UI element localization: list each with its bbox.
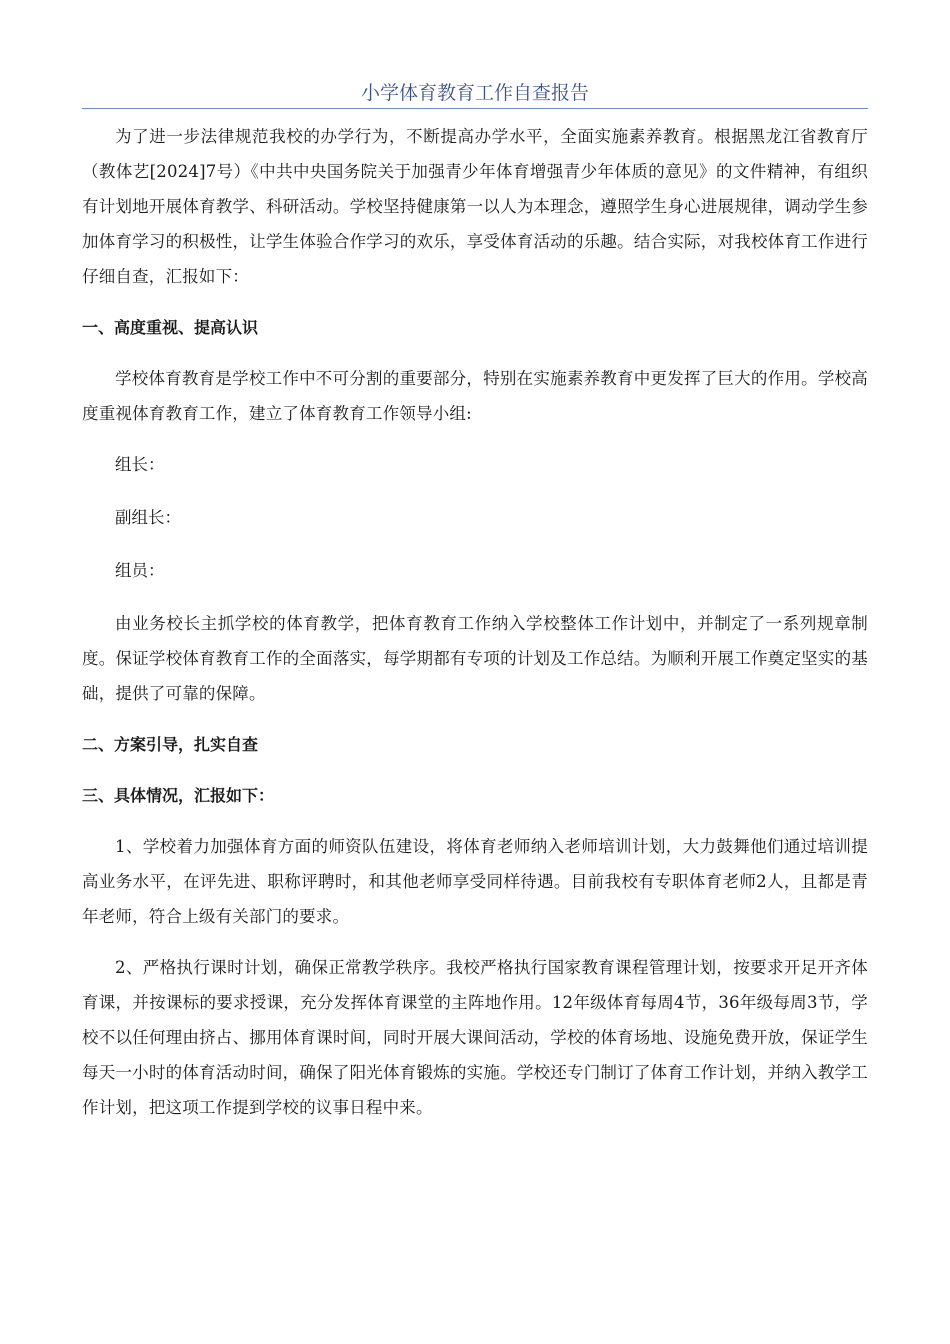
section-2-heading: 二、方案引导，扎实自查 <box>82 735 259 754</box>
document-page <box>82 78 868 1141</box>
group-leader-line: 组长： <box>115 455 165 474</box>
section-3-item-2: 2、严格执行课时计划，确保正常教学秩序。我校严格执行国家教育课程管理计划，按要求开足开齐体育课，并按课标的要求授课，充分发挥体育课堂的主阵地作用。12年级体育每周4节，36年级每周3节，学校不以任何理由挤占、挪用体育课时间，同时开展大课间活动，学校的体育场地、设施免费开放，保证学生每天一小时的体育活动时间，确保了阳光体育锻炼的实施。学校还专门制订了体育工作计划，并纳入教学工作计划，把这项工作提到学校的议事日程中来。 <box>82 958 868 1117</box>
document-title: 小学体育教育工作自查报告 <box>360 82 589 104</box>
section-3-item-1: 1、学校着力加强体育方面的师资队伍建设，将体育老师纳入老师培训计划，大力鼓舞他们通过培训提高业务水平，在评先进、职称评聘时，和其他老师享受同样待遇。目前我校有专职体育老师2人，且都是青年老师，符合上级有关部门的要求。 <box>82 837 868 926</box>
section-1-paragraph-1: 学校体育教育是学校工作中不可分割的重要部分，特别在实施素养教育中更发挥了巨大的作用。学校高度重视体育教育工作，建立了体育教育工作领导小组: <box>82 369 868 423</box>
group-deputy-line: 副组长： <box>115 508 181 527</box>
section-1-paragraph-2: 由业务校长主抓学校的体育教学，把体育教育工作纳入学校整体工作计划中，并制定了一系列规章制度。保证学校体育教育工作的全面落实，每学期都有专项的计划及工作总结。为顺利开展工作奠定坚实的基础，提供了可靠的保障。 <box>82 614 868 703</box>
group-members-line: 组员： <box>115 561 165 580</box>
title-underline <box>82 108 868 109</box>
intro-paragraph: 为了进一步法律规范我校的办学行为，不断提高办学水平，全面实施素养教育。根据黑龙江省教育厅（教体艺[2024]7号）《中共中央国务院关于加强青少年体育增强青少年体质的意见》的文件精神，有组织有计划地开展体育教学、科研活动。学校坚持健康第一以人为本理念，遵照学生身心进展规律，调动学生参加体育学习的积极性，让学生体验合作学习的欢乐，享受体育活动的乐趣。结合实际，对我校体育工作进行仔细自查，汇报如下： <box>82 127 868 286</box>
section-1-heading: 一、高度重视、提高认识 <box>82 318 259 337</box>
section-3-heading: 三、具体情况，汇报如下： <box>82 786 275 805</box>
